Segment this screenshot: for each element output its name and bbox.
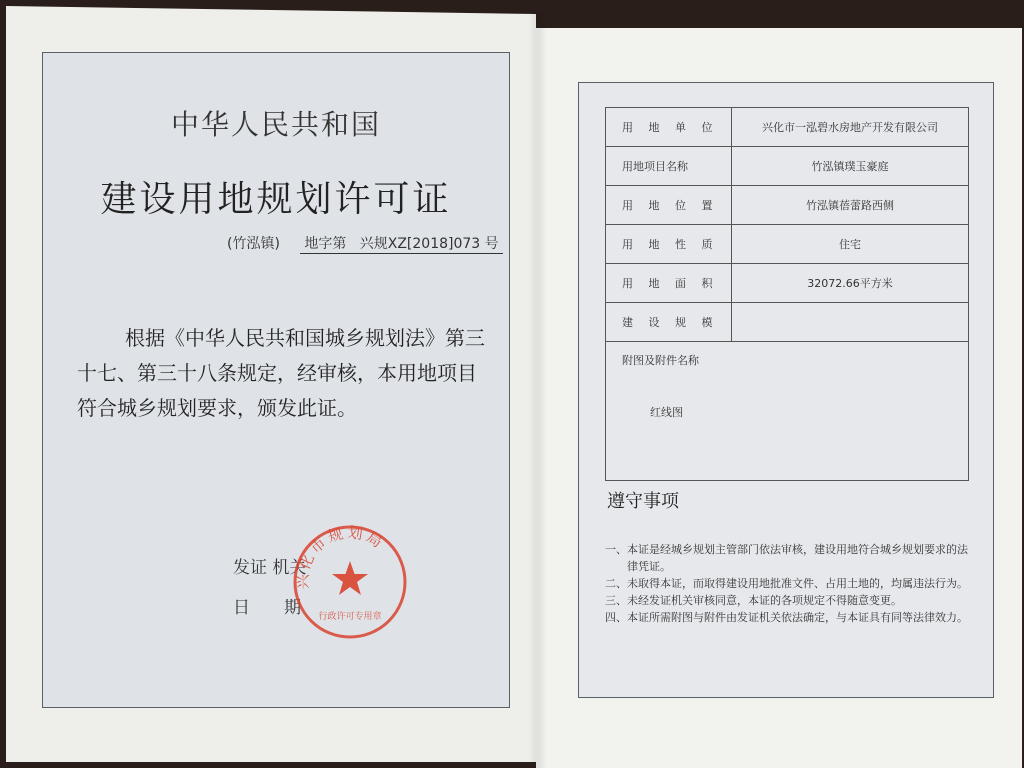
number-value: 兴规XZ[2018]073 [359,236,481,252]
attachments-row [606,342,969,481]
row-label: 用 地 性 质 [606,225,732,264]
country-name: 中华人民共和国 [170,108,381,141]
row-value: 竹泓镇璞玉豪庭 [732,147,969,186]
attachments-label: 附图及附件名称 [622,354,699,367]
row-label: 建 设 规 模 [606,303,732,342]
row-value: 住宅 [732,225,969,264]
attachments-cell [606,342,969,481]
document-number-line [300,236,502,254]
note-item: 四、本证所需附图与附件由发证机关依法确定，与本证具有同等法律效力。 [605,611,968,624]
table-row [606,108,969,147]
document-number [227,233,503,253]
certificate-back-frame [578,82,994,698]
row-value: 32072.66平方米 [732,264,969,303]
row-label: 用 地 单 位 [606,108,732,147]
number-suffix: 号 [484,236,499,252]
note-item: 一、本证是经城乡规划主管部门依法审核，建设用地符合城乡规划要求的法律凭证。 [605,543,968,573]
certificate-front-frame [42,52,510,708]
table-row [606,303,969,342]
attachments-item: 红线图 [650,406,683,419]
row-label: 用 地 位 置 [606,186,732,225]
date-label-2: 期 [284,598,301,618]
official-seal-icon [291,523,409,641]
row-value [732,303,969,342]
notes-list [605,541,975,626]
table-row [606,225,969,264]
svg-text:行政许可专用章: 行政许可专用章 [318,612,382,622]
note-item: 二、未取得本证，而取得建设用地批准文件、占用土地的，均属违法行为。 [605,577,968,590]
row-value: 竹泓镇蓓蕾路西侧 [732,186,969,225]
table-row [606,264,969,303]
land-info-table [605,107,969,481]
row-value: 兴化市一泓碧水房地产开发有限公司 [732,108,969,147]
table-row [606,147,969,186]
booklet-spine [528,10,548,768]
date-label-1: 日 [233,598,250,618]
certificate-title: 建设用地规划许可证 [100,179,452,220]
row-label: 用地项目名称 [606,147,732,186]
row-label: 用 地 面 积 [606,264,732,303]
table-row [606,186,969,225]
issuing-authority-label: 发证 机关 [233,558,307,578]
number-prefix: 地字第 [304,236,347,252]
town-label: (竹泓镇) [227,236,280,252]
certificate-body-text: 根据《中华人民共和国城乡规划法》第三十七、第三十八条规定，经审核，本用地项目符合城乡规划要求，颁发此证。 [77,326,485,420]
notes-title: 遵守事项 [607,491,679,512]
svg-text:兴化市规划局: 兴化市规划局 [293,523,388,590]
note-item: 三、未经发证机关审核同意，本证的各项规定不得随意变更。 [605,594,902,607]
